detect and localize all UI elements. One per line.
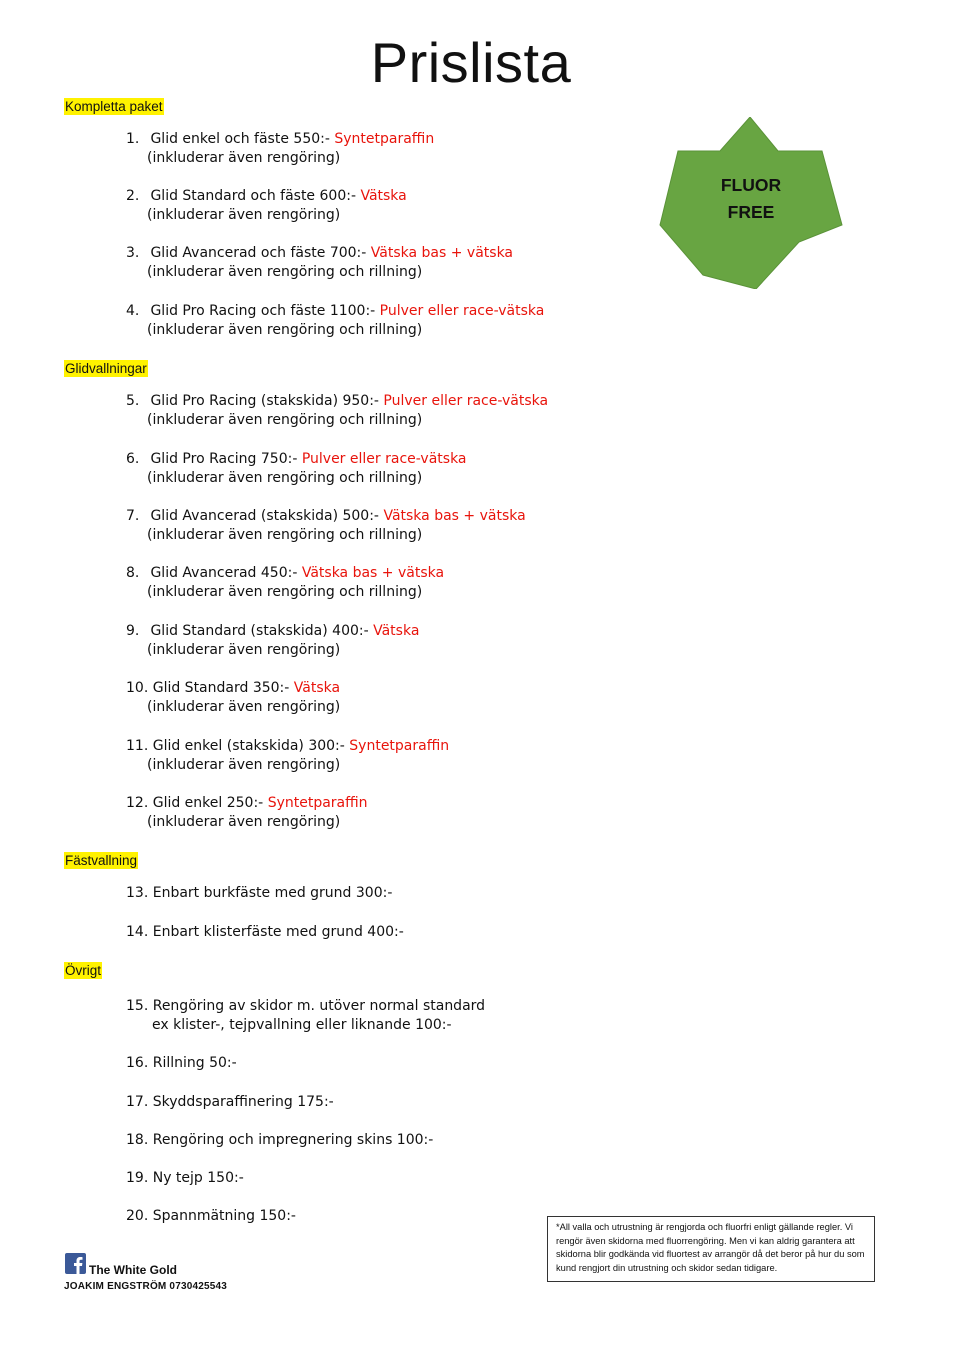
price-item-17 (126, 1093, 334, 1112)
item-wax: Syntetparaffin (349, 738, 450, 754)
badge-line-2: FREE (727, 202, 775, 222)
item-detail: (inkluderar även rengöring och rillning) (147, 584, 423, 600)
item-wax: Pulver eller race-vätska (379, 303, 545, 319)
price-item-20 (126, 1207, 296, 1226)
item-number: 17. (126, 1094, 149, 1110)
item-wax: Vätska (293, 680, 341, 696)
price-item-13 (126, 884, 392, 903)
item-number: 16. (126, 1055, 149, 1071)
item-wax: Syntetparaffin (267, 795, 368, 811)
facebook-page-name[interactable]: The White Gold (89, 1263, 177, 1277)
item-detail: (inkluderar även rengöring) (147, 642, 341, 658)
item-detail: (inkluderar även rengöring) (147, 699, 341, 715)
item-text: Ny tejp 150:- (152, 1170, 244, 1186)
price-item-8 (126, 564, 444, 602)
item-text: Glid Avancerad 450:- (150, 565, 298, 581)
item-number: 4. (126, 303, 140, 319)
price-item-7 (126, 507, 526, 545)
fluor-free-badge (658, 172, 844, 226)
price-item-1 (126, 130, 434, 168)
item-number: 7. (126, 508, 140, 524)
price-item-5 (126, 392, 548, 430)
item-detail: (inkluderar även rengöring och rillning) (147, 264, 423, 280)
item-text: Glid Avancerad och fäste 700:- (150, 245, 367, 261)
item-detail: (inkluderar även rengöring) (147, 814, 341, 830)
item-number: 3. (126, 245, 140, 261)
item-detail: (inkluderar även rengöring och rillning) (147, 527, 423, 543)
price-item-6 (126, 450, 467, 488)
item-text: Enbart klisterfäste med grund 400:- (152, 924, 404, 940)
item-number: 18. (126, 1132, 149, 1148)
item-number: 9. (126, 623, 140, 639)
price-item-14 (126, 923, 404, 942)
item-number: 20. (126, 1208, 149, 1224)
item-text: Skyddsparaffinering 175:- (152, 1094, 334, 1110)
section-kompletta-paket: Kompletta paket (65, 99, 163, 114)
item-wax: Pulver eller race-vätska (383, 393, 549, 409)
contact-info: JOAKIM ENGSTRÖM 0730425543 (64, 1281, 228, 1292)
item-detail: (inkluderar även rengöring) (147, 150, 341, 166)
item-detail: (inkluderar även rengöring) (147, 207, 341, 223)
item-wax: Vätska (373, 623, 420, 639)
section-ovrigt: Övrigt (65, 963, 102, 978)
section-fastvallning: Fästvallning (65, 853, 138, 868)
item-number: 10. (126, 680, 149, 696)
badge-line-1: FLUOR (720, 175, 782, 195)
item-number: 6. (126, 451, 140, 467)
item-number: 2. (126, 188, 140, 204)
item-number: 11. (126, 738, 149, 754)
item-text: Glid Pro Racing 750:- (150, 451, 298, 467)
item-wax: Vätska bas + vätska (370, 245, 514, 261)
price-item-2 (126, 187, 407, 225)
item-text: Enbart burkfäste med grund 300:- (152, 885, 393, 901)
item-text: Glid Avancerad (stakskida) 500:- (150, 508, 379, 524)
item-number: 1. (126, 131, 140, 147)
item-text: Glid Standard 350:- (152, 680, 290, 696)
item-detail: (inkluderar även rengöring och rillning) (147, 322, 423, 338)
item-number: 19. (126, 1170, 149, 1186)
item-detail: (inkluderar även rengöring) (147, 757, 341, 773)
item-number: 8. (126, 565, 140, 581)
disclaimer-note: *All valla och utrustning är rengjorda och fluorfri enligt gällande regler. Vi rengör även skidorna med fluorrengöring. Men vi kan aldrig garantera att skidorna blir godkända vid fluortest av arrangör då det beror på hur du som kund rengjort din utrustning och skidor sedan tidigare. (547, 1216, 875, 1282)
price-item-16 (126, 1054, 237, 1073)
item-text: Glid Pro Racing (stakskida) 950:- (150, 393, 379, 409)
item-number: 14. (126, 924, 149, 940)
item-detail: (inkluderar även rengöring och rillning) (147, 470, 423, 486)
page-title: Prislista (370, 31, 572, 94)
item-number: 15. (126, 998, 149, 1014)
item-number: 5. (126, 393, 140, 409)
price-item-15 (126, 997, 485, 1035)
item-wax: Vätska (360, 188, 407, 204)
item-text: Rengöring och impregnering skins 100:- (152, 1132, 434, 1148)
price-item-18 (126, 1131, 433, 1150)
item-text: Glid enkel 250:- (152, 795, 264, 811)
price-item-3 (126, 244, 513, 282)
item-wax: Vätska bas + vätska (301, 565, 445, 581)
price-item-4 (126, 302, 544, 340)
price-item-11 (126, 737, 449, 775)
item-wax: Vätska bas + vätska (383, 508, 526, 524)
item-text: Rengöring av skidor m. utöver normal standard (152, 998, 486, 1014)
item-text: Glid Pro Racing och fäste 1100:- (150, 303, 376, 319)
facebook-icon[interactable] (65, 1253, 86, 1274)
item-detail: (inkluderar även rengöring och rillning) (147, 412, 423, 428)
section-glidvallningar: Glidvallningar (65, 361, 147, 376)
price-item-10 (126, 679, 340, 717)
price-item-9 (126, 622, 419, 660)
item-detail: ex klister-, tejpvallning eller liknande 100:- (152, 1017, 452, 1033)
price-item-12 (126, 794, 368, 832)
item-text: Glid enkel och fäste 550:- (150, 131, 330, 147)
item-text: Rillning 50:- (152, 1055, 237, 1071)
item-number: 12. (126, 795, 149, 811)
item-wax: Pulver eller race-vätska (301, 451, 467, 467)
item-text: Spannmätning 150:- (152, 1208, 296, 1224)
item-text: Glid Standard (stakskida) 400:- (150, 623, 369, 639)
item-number: 13. (126, 885, 149, 901)
item-text: Glid Standard och fäste 600:- (150, 188, 356, 204)
item-text: Glid enkel (stakskida) 300:- (152, 738, 345, 754)
price-item-19 (126, 1169, 244, 1188)
item-wax: Syntetparaffin (334, 131, 435, 147)
